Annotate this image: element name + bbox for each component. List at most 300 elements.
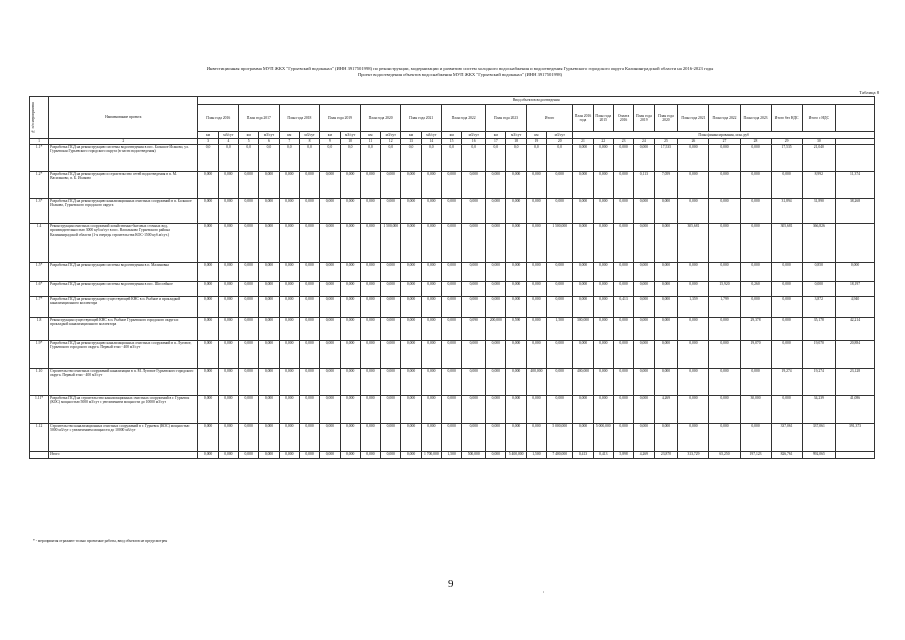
row-value: 0,000 (401, 297, 421, 318)
row-value: 0,000 (198, 341, 218, 369)
header-fin: План года 2015 (593, 105, 613, 132)
row-value: 0,000 (709, 263, 740, 282)
row-value: 0,000 (709, 369, 740, 396)
investment-table (29, 96, 875, 459)
row-value: 0,000 (634, 263, 654, 282)
row-value: 0,000 (462, 297, 486, 318)
row-value: 0,0 (320, 145, 340, 172)
row-value: 0,000 (218, 263, 238, 282)
row-value: 0,000 (486, 172, 506, 199)
row-value: 0,000 (441, 341, 461, 369)
header-col-number: 16 (462, 139, 486, 145)
row-value: 0,000 (771, 297, 802, 318)
row-value: 4,269 (654, 396, 678, 424)
header-col-number: 24 (634, 139, 654, 145)
row-value: 0,000 (486, 297, 506, 318)
row-value: 0,000 (218, 282, 238, 297)
row-value: 0,000 (634, 282, 654, 297)
row-value: 400,000 (573, 369, 593, 396)
row-value: 0,000 (593, 224, 613, 263)
row-name: Разработка ПСД на реконструкцию существующей КНС в п. Рыбное и прокладкой канализационного коллектора (49, 297, 198, 318)
table-row (30, 145, 875, 172)
row-value: 31,894 (771, 199, 802, 224)
header-col-number: 25 (654, 139, 678, 145)
row-value: 18,197 (836, 282, 875, 297)
total-value: 992,065 (802, 452, 835, 459)
row-value: 0,000 (218, 396, 238, 424)
row-value: 0,000 (573, 172, 593, 199)
row-value: 0,000 (506, 369, 526, 396)
row-value: 0,000 (401, 263, 421, 282)
row-value: 0,000 (239, 396, 259, 424)
row-number: 1.3* (30, 199, 49, 224)
row-value: 19,070 (802, 341, 835, 369)
row-value: 0,000 (421, 424, 441, 452)
row-value: 0,000 (709, 199, 740, 224)
header-unit-m3: м3/сут (218, 132, 238, 139)
row-value: 0,000 (279, 172, 299, 199)
row-value: 0,000 (486, 341, 506, 369)
row-value: 0,000 (678, 172, 709, 199)
total-value: 0,413 (593, 452, 613, 459)
header-year: План года 2016 (198, 105, 239, 132)
row-value: 0,0 (486, 145, 506, 172)
row-value: 0,000 (802, 282, 835, 297)
header-unit-km: км (526, 132, 546, 139)
row-value: 0,000 (740, 224, 771, 263)
total-value: 0,000 (279, 452, 299, 459)
table-row (30, 199, 875, 224)
row-value: 0,000 (613, 282, 633, 297)
row-number: 1.6* (30, 282, 49, 297)
row-value: 0,000 (279, 282, 299, 297)
header-unit-km: км (198, 132, 218, 139)
row-value: 0,000 (299, 424, 319, 452)
row-value: 0,000 (634, 341, 654, 369)
page-number: 9 (448, 578, 454, 590)
header-name: Наименование проекта (49, 97, 198, 139)
header-col-number: 28 (740, 139, 771, 145)
row-value: 0,000 (279, 341, 299, 369)
total-value: 1 700,000 (421, 452, 441, 459)
row-value: 0,000 (239, 263, 259, 282)
row-name: Реконструкция существующей КНС в п. Рыбное Гурьевского городского округа и прокладкой канализационного коллектора (49, 318, 198, 341)
header-col-number: 6 (259, 139, 279, 145)
row-value: 0,000 (613, 172, 633, 199)
row-value: 0,000 (740, 263, 771, 282)
row-value: 19,274 (771, 369, 802, 396)
row-value: 0,000 (401, 396, 421, 424)
row-value: 0,000 (836, 263, 875, 282)
row-value: 0,000 (486, 396, 506, 424)
row-value: 1 500,000 (547, 224, 573, 263)
row-value: 0,000 (678, 396, 709, 424)
header-col-number: 18 (506, 139, 526, 145)
header-col-number: 5 (239, 139, 259, 145)
header-unit-m3: м3/сут (506, 132, 526, 139)
row-value: 0,000 (441, 172, 461, 199)
row-value: 34,239 (802, 396, 835, 424)
row-value: 0,000 (678, 369, 709, 396)
row-value: 0,000 (239, 199, 259, 224)
row-value: 0,000 (340, 297, 360, 318)
row-value: 0,000 (634, 199, 654, 224)
row-value: 0,000 (462, 224, 486, 263)
row-value: 0,000 (506, 396, 526, 424)
row-value: 0,000 (360, 297, 380, 318)
row-value: 3,872 (802, 297, 835, 318)
row-value: 0,000 (259, 282, 279, 297)
row-value: 0,000 (401, 172, 421, 199)
row-number: 1.5* (30, 263, 49, 282)
row-value: 0,000 (678, 263, 709, 282)
row-value: 0,000 (218, 424, 238, 452)
total-value: 1,500 (526, 452, 546, 459)
row-value: 0,000 (320, 263, 340, 282)
row-value: 0,000 (441, 424, 461, 452)
row-value: 0,000 (218, 341, 238, 369)
document-title (120, 66, 800, 78)
row-value: 0,000 (613, 318, 633, 341)
row-value: 0,000 (486, 424, 506, 452)
table-row (30, 396, 875, 424)
row-value: 0,0 (360, 145, 380, 172)
row-value: 0,000 (360, 396, 380, 424)
row-value: 31,890 (802, 199, 835, 224)
row-value: 0,000 (462, 424, 486, 452)
row-value: 0,000 (613, 263, 633, 282)
row-value: 0,000 (279, 297, 299, 318)
header-fin: План года 2019 (634, 105, 654, 132)
row-value: 0,000 (259, 199, 279, 224)
row-value: 0,000 (381, 282, 401, 297)
row-number: 1.8 (30, 318, 49, 341)
row-name: Строительство очистных сооружений канализации в п. М. Луговое Гурьевского городского округа. Первый этап - 400 м3/сут (49, 369, 198, 396)
row-value: 0,000 (320, 297, 340, 318)
row-value: 0,0 (421, 145, 441, 172)
total-value: 5,898 (613, 452, 633, 459)
row-value: 0,000 (740, 145, 771, 172)
row-value: 8,992 (802, 172, 835, 199)
row-name: Разработка ПСД на реконструкцию системы водоотведения в пос. Большое Исаково, ул. Гурьевская Гурьевского городского округа (в части водоотведения) (49, 145, 198, 172)
total-row (30, 452, 875, 459)
header-year: План года 2021 (401, 105, 442, 132)
row-value: 0,000 (593, 369, 613, 396)
header-col-number: 29 (771, 139, 802, 145)
row-value: 0,000 (421, 341, 441, 369)
row-number: 1.10 (30, 369, 49, 396)
row-value: 0,000 (526, 318, 546, 341)
row-value: 1,359 (678, 297, 709, 318)
header-unit-km: км (360, 132, 380, 139)
row-value: 1 500,000 (381, 224, 401, 263)
header-year: План года 2017 (239, 105, 280, 132)
row-value: 0,000 (239, 318, 259, 341)
row-value: 0,000 (486, 199, 506, 224)
row-value: 0,000 (573, 282, 593, 297)
row-value: 0,000 (678, 199, 709, 224)
header-col-number: 22 (593, 139, 613, 145)
row-value: 0,000 (462, 341, 486, 369)
row-value: 0,000 (654, 369, 678, 396)
row-name: Разработка ПСД на строительство канализационных очистных сооружений в г. Гурьевск (КОС) мощностью 5000 м3/сут с увеличением мощности до 10000 м3/сут (49, 396, 198, 424)
row-value: 0,000 (593, 297, 613, 318)
header-unit-m3: м3/сут (462, 132, 486, 139)
header-fin-group: План финансирования, млн. руб (573, 132, 875, 139)
row-value: 0,000 (259, 369, 279, 396)
row-value: 0,000 (573, 341, 593, 369)
row-value: 0,000 (709, 145, 740, 172)
header-fin: План года 2022 (709, 105, 740, 132)
row-value: 0,000 (279, 224, 299, 263)
header-col-number: 30 (802, 139, 835, 145)
row-value: 0,000 (360, 318, 380, 341)
row-value: 0,000 (634, 424, 654, 452)
row-value: 0,000 (198, 318, 218, 341)
total-number (30, 452, 49, 459)
row-value: 0,0 (506, 145, 526, 172)
row-value: 0,000 (421, 172, 441, 199)
total-value: 0,000 (320, 452, 340, 459)
row-value: 0,000 (299, 263, 319, 282)
row-value: 337,061 (802, 424, 835, 452)
row-value: 30,000 (740, 396, 771, 424)
row-value: 0,090 (462, 318, 486, 341)
row-value: 0,0 (381, 145, 401, 172)
row-number: 1.9* (30, 341, 49, 369)
row-value: 0,113 (634, 172, 654, 199)
row-value: 0,000 (593, 318, 613, 341)
title-line-1: Инвестиционная программа МУП ЖКХ "Гурьевский водоканал" (ИНН 3917501998) по реконструкции, модернизации и развитию систем холодного водоснабжения и водоотведения Гурьевского городского округа Калининградской области на 2016-2023 годы (206, 66, 714, 71)
row-value: 0,000 (654, 282, 678, 297)
row-value: 0,000 (547, 199, 573, 224)
header-spacer (836, 105, 875, 132)
header-col-number: 7 (279, 139, 299, 145)
row-value: 0,000 (506, 424, 526, 452)
row-value: 0,0 (218, 145, 238, 172)
row-value: 0,000 (573, 199, 593, 224)
row-value: 0,000 (526, 424, 546, 452)
row-value: 0,0 (239, 145, 259, 172)
header-unit-km: км (239, 132, 259, 139)
row-value: 0,000 (259, 172, 279, 199)
row-value: 0,000 (340, 341, 360, 369)
row-value: 0,000 (654, 224, 678, 263)
row-value: 0,000 (239, 341, 259, 369)
table-row (30, 282, 875, 297)
row-value: 0,000 (381, 172, 401, 199)
row-value: 0,000 (771, 282, 802, 297)
row-value: 0,000 (573, 145, 593, 172)
header-col-number: 1 (30, 139, 49, 145)
header-col-number: 15 (441, 139, 461, 145)
row-value: 0,000 (198, 282, 218, 297)
row-value: 0,000 (279, 369, 299, 396)
row-value: 0,000 (401, 341, 421, 369)
row-value: 0,000 (462, 263, 486, 282)
row-value: 0,000 (709, 396, 740, 424)
row-value: 0,000 (441, 224, 461, 263)
table-row (30, 424, 875, 452)
total-value: 0,000 (486, 452, 506, 459)
row-value: 0,000 (360, 424, 380, 452)
row-name: Разработка ПСД на реконструкцию канализационных очистных сооружений в п. Луговое, Гурьевского городского округа. Первый этап - 400 м3/сут (49, 341, 198, 369)
table-row (30, 263, 875, 282)
header-fin: План года 2021 (678, 105, 709, 132)
row-value: 0,000 (340, 199, 360, 224)
row-value: 0,000 (340, 172, 360, 199)
row-value: 29,378 (740, 318, 771, 341)
row-value: 0,000 (506, 341, 526, 369)
row-value: 0,000 (299, 341, 319, 369)
row-value: 0,000 (593, 145, 613, 172)
header-num: № п/п мероприятия (30, 97, 49, 139)
row-number: 1.4 (30, 224, 49, 263)
row-number: 1.2* (30, 172, 49, 199)
row-value: 366,826 (802, 224, 835, 263)
row-value: 0,000 (573, 297, 593, 318)
row-value: 0,000 (634, 224, 654, 263)
row-value: 0,000 (320, 341, 340, 369)
row-value: 0,000 (506, 172, 526, 199)
row-value: 0,000 (526, 297, 546, 318)
header-col-number: 19 (526, 139, 546, 145)
row-value: 0,000 (401, 369, 421, 396)
row-value: 0,000 (299, 282, 319, 297)
row-value: 0,000 (593, 199, 613, 224)
total-value: 0,413 (573, 452, 593, 459)
row-value: 0,000 (401, 199, 421, 224)
header-col-number: 10 (340, 139, 360, 145)
row-value: 0,000 (573, 224, 593, 263)
row-value: 0,000 (506, 282, 526, 297)
table-row (30, 224, 875, 263)
row-value: 0,000 (401, 318, 421, 341)
row-value: 305,681 (678, 224, 709, 263)
row-value: 0,000 (259, 224, 279, 263)
row-value: 0,000 (573, 424, 593, 452)
header-fin: Итого с НДС (802, 105, 835, 132)
row-name: Реконструкция очистных сооружений хозяйственно-бытовых сточных вод, производительностью 3000 куб.м/сут в пос. Васильково Гурьевского района Калининградской области (1-я очередь строительства КОС-1500 куб.м/сут.) (49, 224, 198, 263)
row-value: 0,000 (381, 424, 401, 452)
row-value: 0,000 (613, 396, 633, 424)
header-col-number: 21 (573, 139, 593, 145)
row-value: 0,000 (441, 199, 461, 224)
row-value: 0,000 (678, 341, 709, 369)
row-value: 0,000 (239, 172, 259, 199)
header-col-number: 23 (613, 139, 633, 145)
row-value: 0,000 (360, 224, 380, 263)
row-value: 0,000 (299, 369, 319, 396)
row-value: 0,000 (259, 263, 279, 282)
row-value: 0,260 (740, 282, 771, 297)
row-value: 0,000 (320, 396, 340, 424)
header-fin: Оплата 2016 (613, 105, 633, 132)
header-col-number: 2 (49, 139, 198, 145)
header-unit-km: км (401, 132, 421, 139)
row-value: 0,000 (486, 282, 506, 297)
header-col-number: 13 (401, 139, 421, 145)
row-value: 0,000 (526, 172, 546, 199)
table-row (30, 297, 875, 318)
row-value: 15,920 (709, 282, 740, 297)
row-value: 0,590 (506, 318, 526, 341)
row-value: 7,059 (654, 172, 678, 199)
row-value: 0,000 (506, 199, 526, 224)
table-row (30, 369, 875, 396)
row-value: 0,000 (526, 341, 546, 369)
header-col-number: 27 (709, 139, 740, 145)
table-number: Таблица 8 (859, 90, 879, 95)
row-value: 41,086 (836, 396, 875, 424)
row-value: 0,000 (547, 297, 573, 318)
row-value: 0,000 (340, 424, 360, 452)
row-value: 0,413 (613, 297, 633, 318)
row-value: 0,000 (634, 145, 654, 172)
row-value: 0,000 (299, 199, 319, 224)
total-value: 0,000 (340, 452, 360, 459)
header-col-number: 4 (218, 139, 238, 145)
row-value: 0,000 (381, 369, 401, 396)
row-value: 0,000 (654, 341, 678, 369)
row-value: 0,000 (218, 224, 238, 263)
row-value: 0,000 (634, 396, 654, 424)
row-value: 0,000 (593, 282, 613, 297)
row-value: 0,000 (462, 396, 486, 424)
row-value: 0,000 (771, 263, 802, 282)
total-value: 0,000 (218, 452, 238, 459)
row-value: 0,000 (381, 318, 401, 341)
row-name: Разработка ПСД на реконструкцию канализационных очистных сооружений в п. Большое Исаково, Гурьевского городского округа (49, 199, 198, 224)
row-value: 0,000 (740, 297, 771, 318)
row-value: 0,000 (709, 172, 740, 199)
row-value: 0,000 (198, 172, 218, 199)
row-value: 0,000 (239, 369, 259, 396)
row-value: 0,000 (709, 424, 740, 452)
row-value: 0,000 (299, 318, 319, 341)
row-value: 0,000 (441, 318, 461, 341)
header-col-number: 14 (421, 139, 441, 145)
row-value: 0,000 (218, 297, 238, 318)
row-value: 0,000 (360, 282, 380, 297)
row-number: 1.7* (30, 297, 49, 318)
row-value: 0,0 (462, 145, 486, 172)
row-value: 0,000 (381, 396, 401, 424)
row-value: 0,000 (299, 297, 319, 318)
row-value: 0,000 (320, 172, 340, 199)
row-value: 391,373 (836, 424, 875, 452)
total-value: 7 400,000 (547, 452, 573, 459)
row-value: 0,000 (654, 297, 678, 318)
row-value: 0,000 (340, 396, 360, 424)
row-value: 0,000 (547, 369, 573, 396)
row-value: 0,000 (634, 318, 654, 341)
table-row (30, 172, 875, 199)
row-value: 0,000 (360, 341, 380, 369)
row-value: 0,000 (340, 282, 360, 297)
row-value: 0,000 (279, 263, 299, 282)
row-value: 0,000 (218, 172, 238, 199)
row-value: 0,000 (506, 263, 526, 282)
row-value (836, 145, 875, 172)
row-value: 0,000 (381, 199, 401, 224)
row-value: 0,000 (573, 263, 593, 282)
row-value: 0,000 (340, 318, 360, 341)
row-value: 0,000 (771, 341, 802, 369)
row-value: 0,000 (526, 263, 546, 282)
total-value: 65,250 (709, 452, 740, 459)
header-unit-m3: м3/сут (259, 132, 279, 139)
